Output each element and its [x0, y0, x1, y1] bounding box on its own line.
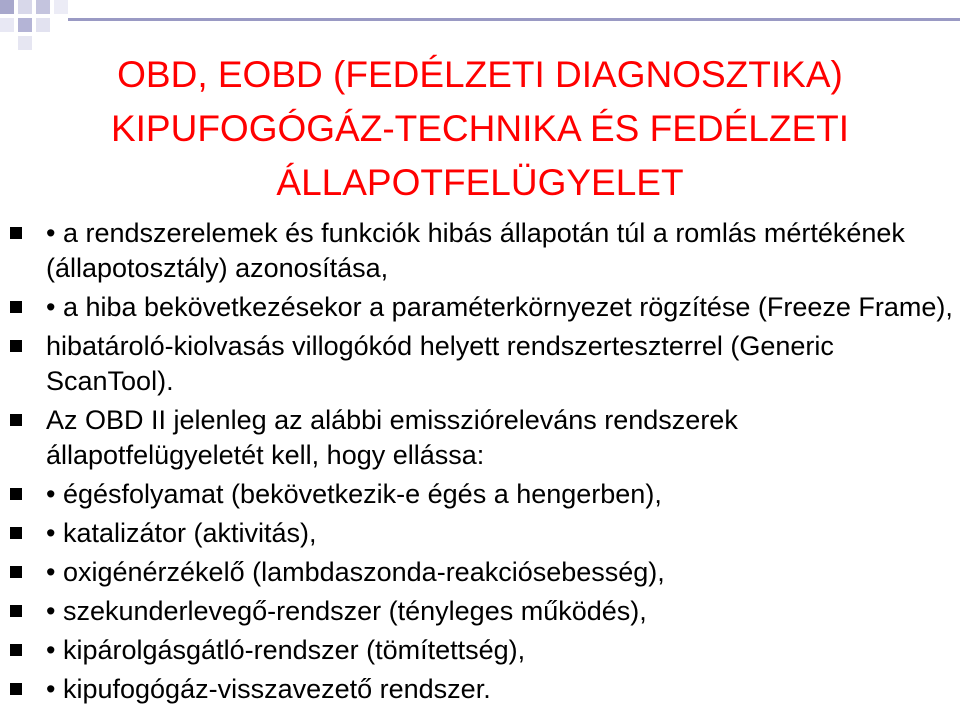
item-text: égésfolyamat (bekövetkezik-e égés a hengerben),: [62, 479, 662, 509]
title-line-2: KIPUFOGÓGÁZ-TECHNIKA ÉS FEDÉLZETI: [110, 108, 850, 149]
item-text: oxigénérzékelő (lambdaszonda-reakciósebesség),: [62, 557, 665, 587]
item-prefix: •: [46, 557, 63, 587]
list-item: [0, 477, 960, 512]
square-bullet-icon: [10, 340, 22, 352]
item-prefix: •: [46, 218, 63, 248]
slide-title: [0, 48, 960, 210]
list-item: [0, 329, 960, 399]
list-item: [0, 403, 960, 473]
list-item: [0, 633, 960, 668]
bullet-list: [0, 216, 960, 711]
square-bullet-icon: [10, 683, 22, 695]
item-text: kipufogógáz-visszavezető rendszer.: [62, 674, 491, 704]
title-line-1: OBD, EOBD (FEDÉLZETI DIAGNOSZTIKA): [117, 54, 843, 95]
item-prefix: •: [46, 292, 63, 322]
list-item: [0, 516, 960, 551]
item-prefix: •: [46, 479, 63, 509]
list-item: [0, 555, 960, 590]
square-bullet-icon: [10, 566, 22, 578]
title-line-3: ÁLLAPOTFELÜGYELET: [276, 162, 684, 203]
item-prefix: •: [46, 518, 63, 548]
square-bullet-icon: [10, 527, 22, 539]
list-item: [0, 672, 960, 707]
square-bullet-icon: [10, 227, 22, 239]
item-prefix: •: [46, 674, 63, 704]
item-text: Az OBD II jelenleg az alábbi emisszióreleváns rendszerek állapotfelügyeletét kell, hogy ellássa:: [46, 405, 738, 470]
list-item: [0, 594, 960, 629]
square-bullet-icon: [10, 644, 22, 656]
item-prefix: •: [46, 635, 63, 665]
item-text: a hiba bekövetkezésekor a paraméterkörnyezet rögzítése (Freeze Frame),: [62, 292, 953, 322]
item-text: katalizátor (aktivitás),: [62, 518, 317, 548]
square-bullet-icon: [10, 301, 22, 313]
list-item: [0, 216, 960, 286]
item-text: hibatároló-kiolvasás villogókód helyett rendszerteszterrel (Generic ScanTool).: [46, 331, 834, 396]
square-bullet-icon: [10, 414, 22, 426]
item-text: kipárolgásgátló-rendszer (tömítettség),: [62, 635, 526, 665]
item-text: a rendszerelemek és funkciók hibás állapotán túl a romlás mértékének (állapotosztály) azonosítása,: [46, 218, 905, 283]
square-bullet-icon: [10, 488, 22, 500]
item-text: szekunderlevegő-rendszer (tényleges működés),: [62, 596, 647, 626]
item-prefix: •: [46, 596, 63, 626]
list-item: [0, 290, 960, 325]
square-bullet-icon: [10, 605, 22, 617]
